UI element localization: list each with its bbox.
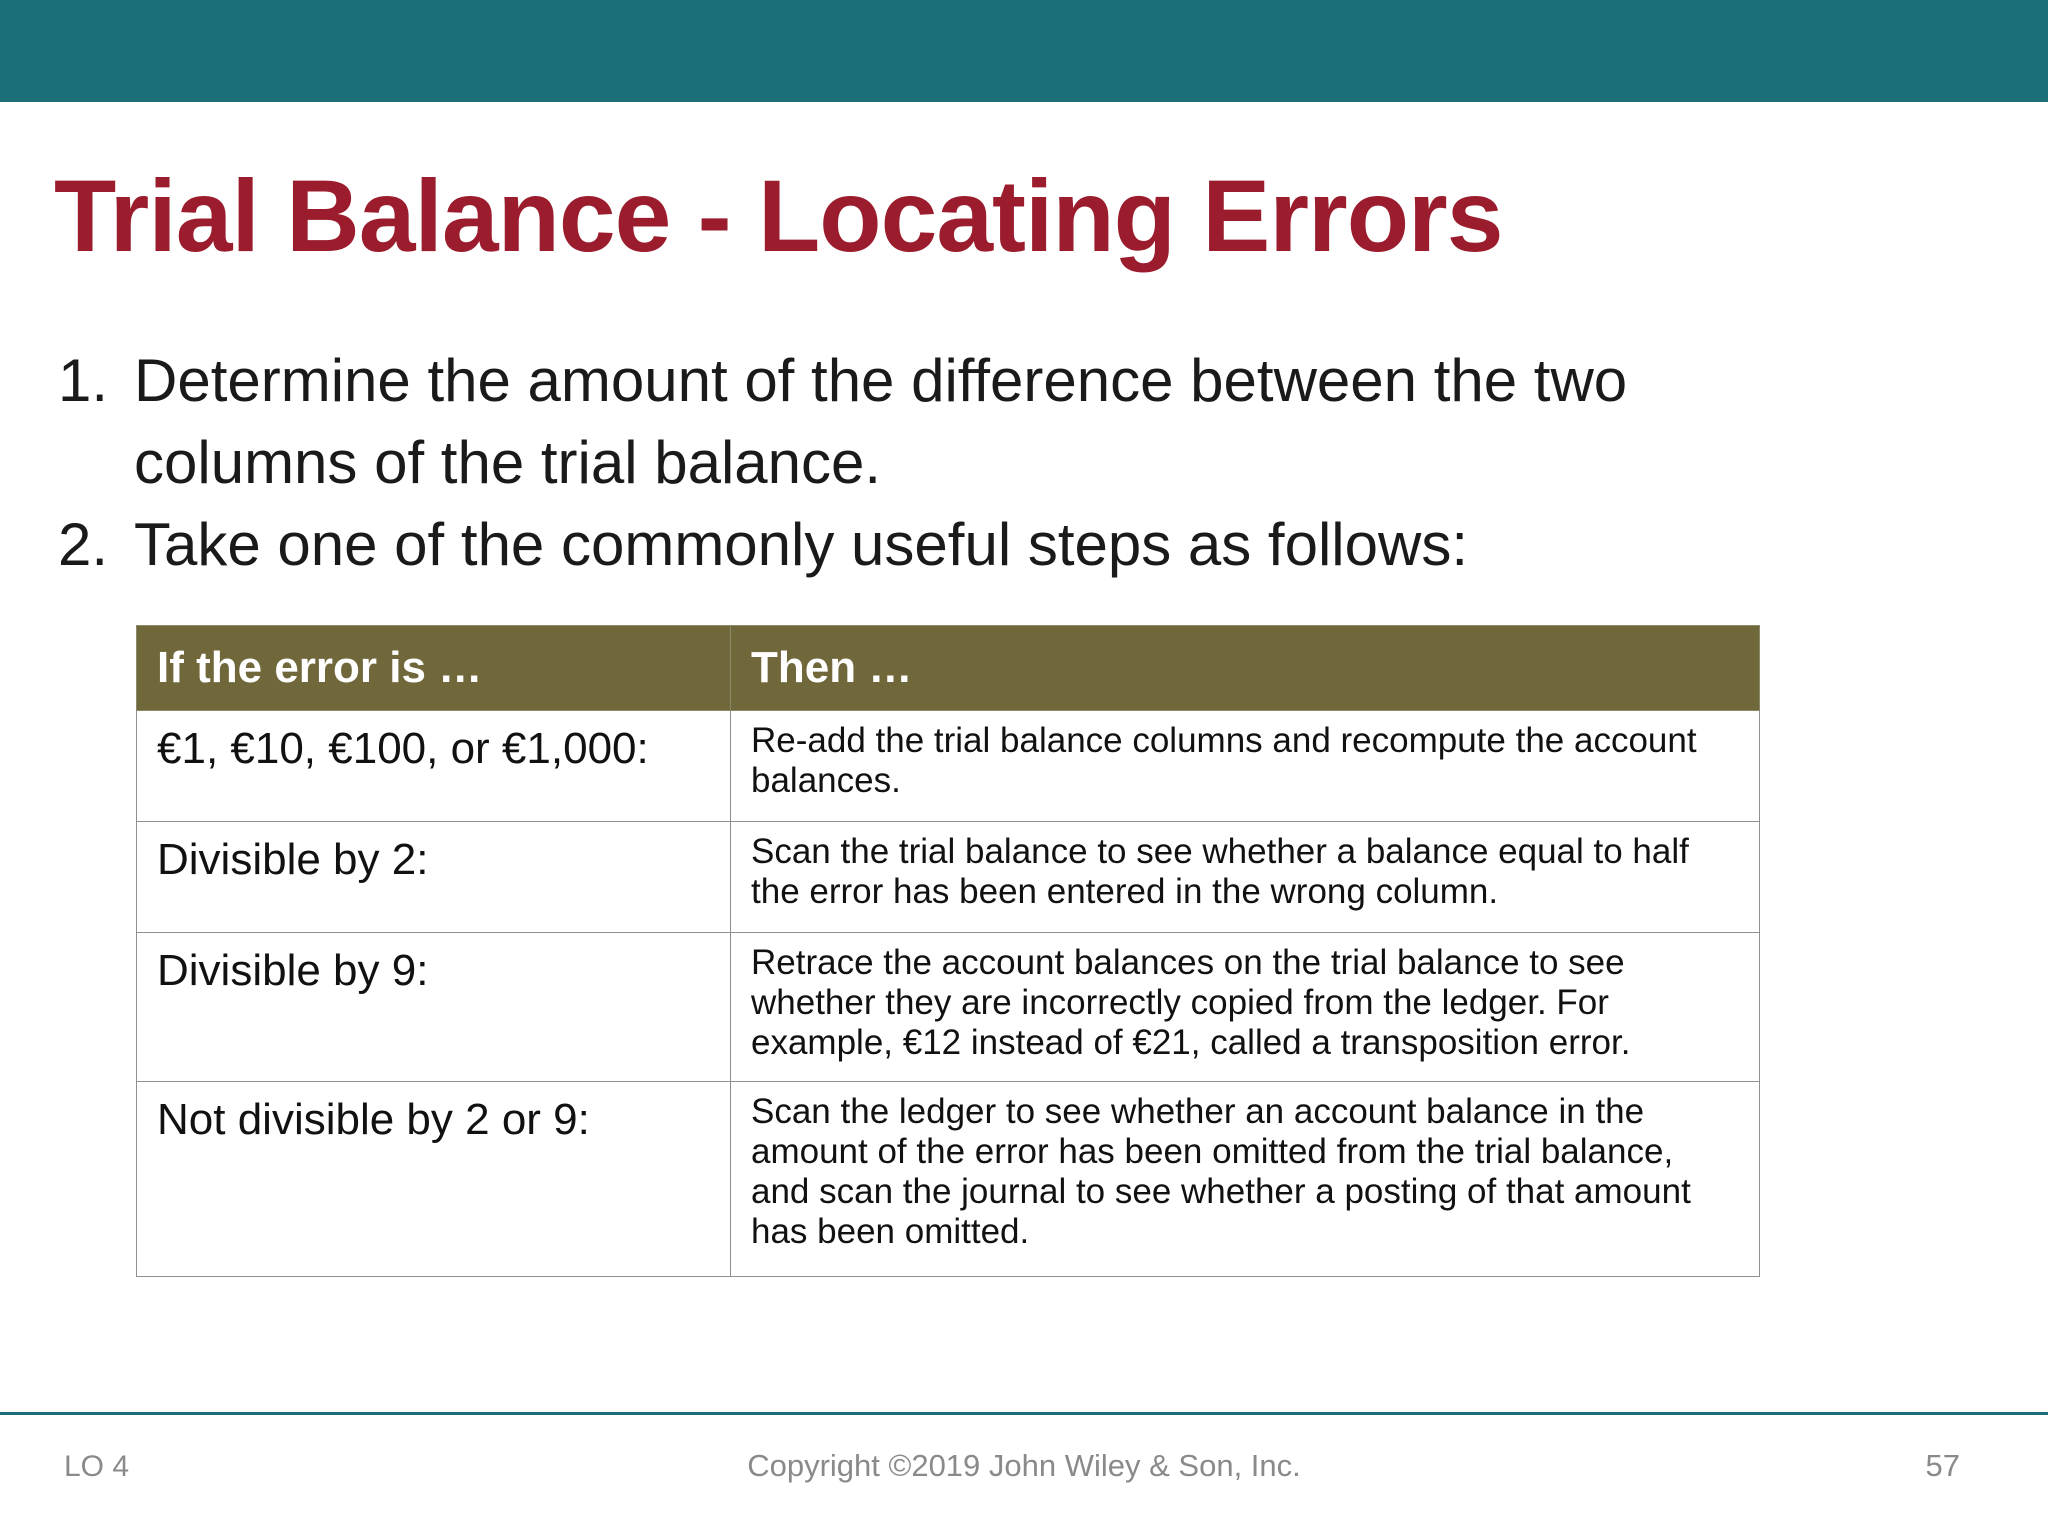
page-number: 57 (1925, 1448, 1960, 1483)
footer-divider (0, 1412, 2048, 1415)
header-condition: If the error is … (137, 626, 731, 711)
table-row (137, 1082, 1760, 1277)
table-row (137, 822, 1760, 933)
error-table (136, 625, 1760, 1277)
top-band (0, 0, 2048, 102)
footer-learning-objective: LO 4 (64, 1450, 130, 1483)
action-cell: Scan the ledger to see whether an account balance in the amount of the error has been omitted from the trial balance, and scan the journal to see whether a posting of that amount has been omitted. (731, 1082, 1760, 1277)
condition-cell: Divisible by 9: (137, 933, 731, 1082)
step-item (58, 504, 1778, 586)
condition-cell: Divisible by 2: (137, 822, 731, 933)
table-row (137, 933, 1760, 1082)
action-cell: Retrace the account balances on the trial balance to see whether they are incorrectly copied from the ledger. For example, €12 instead of €21, called a transposition error. (731, 933, 1760, 1082)
slide-title: Trial Balance - Locating Errors (54, 159, 1503, 273)
step-text: Determine the amount of the difference between the two columns of the trial balance. (134, 347, 1628, 496)
action-cell: Re-add the trial balance columns and recompute the account balances. (731, 711, 1760, 822)
step-number: 1. (58, 347, 109, 414)
step-text: Take one of the commonly useful steps as follows: (134, 511, 1469, 578)
step-item (58, 340, 1778, 504)
footer-copyright: Copyright ©2019 John Wiley & Son, Inc. (747, 1448, 1301, 1483)
condition-cell: €1, €10, €100, or €1,000: (137, 711, 731, 822)
action-cell: Scan the trial balance to see whether a balance equal to half the error has been entered in the wrong column. (731, 822, 1760, 933)
table-header-row (137, 626, 1760, 711)
condition-cell: Not divisible by 2 or 9: (137, 1082, 731, 1277)
header-action: Then … (731, 626, 1760, 711)
table-row (137, 711, 1760, 822)
steps-list (58, 340, 1778, 586)
step-number: 2. (58, 511, 109, 578)
